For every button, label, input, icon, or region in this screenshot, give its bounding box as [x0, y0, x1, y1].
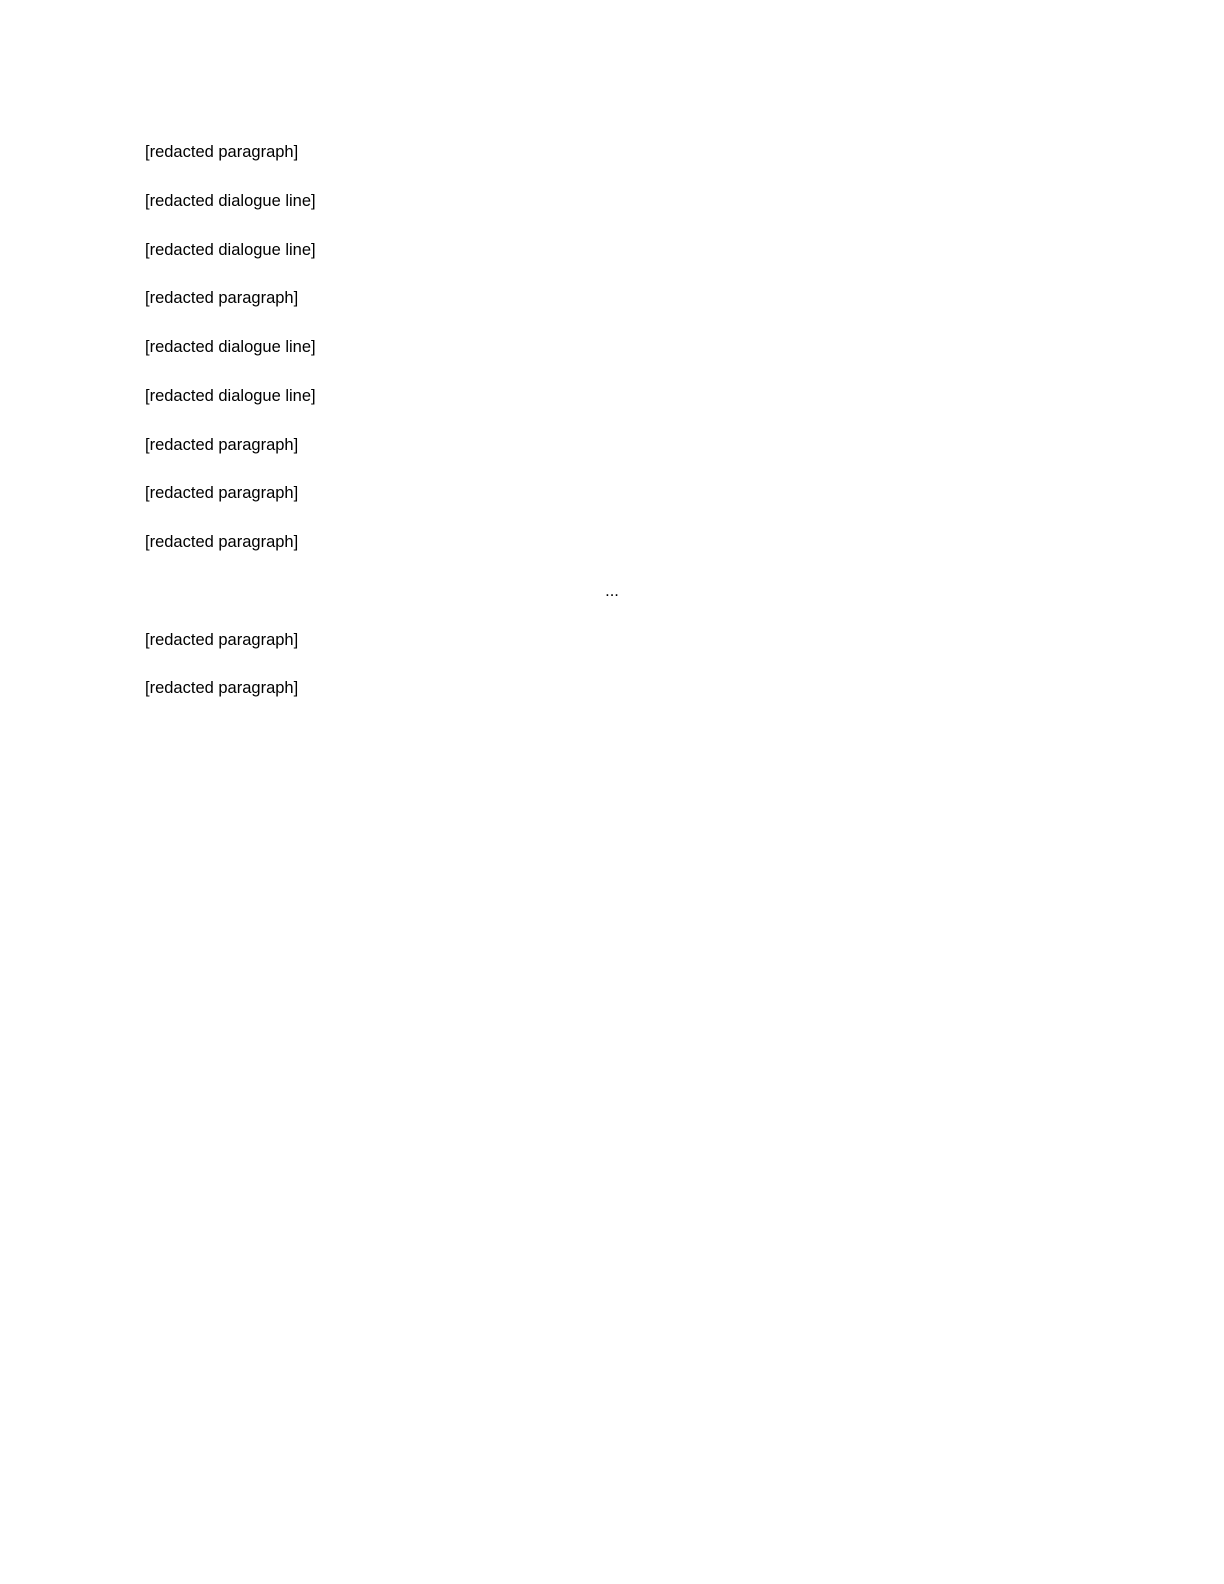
body-paragraph: [redacted paragraph]: [145, 630, 299, 649]
body-paragraph: [redacted dialogue line]: [145, 338, 316, 356]
body-paragraph: [redacted dialogue line]: [145, 240, 316, 259]
body-paragraph: [redacted paragraph]: [145, 533, 299, 551]
body-paragraph: [redacted dialogue line]: [145, 191, 316, 210]
body-paragraph: [redacted paragraph]: [145, 435, 299, 454]
body-paragraph: [redacted dialogue line]: [145, 386, 316, 405]
section-divider: ...: [605, 581, 619, 600]
body-paragraph: [redacted paragraph]: [145, 679, 299, 698]
body-paragraph: [redacted paragraph]: [145, 484, 299, 503]
body-paragraph: [redacted paragraph]: [145, 143, 299, 161]
body-paragraph: [redacted paragraph]: [145, 289, 299, 308]
